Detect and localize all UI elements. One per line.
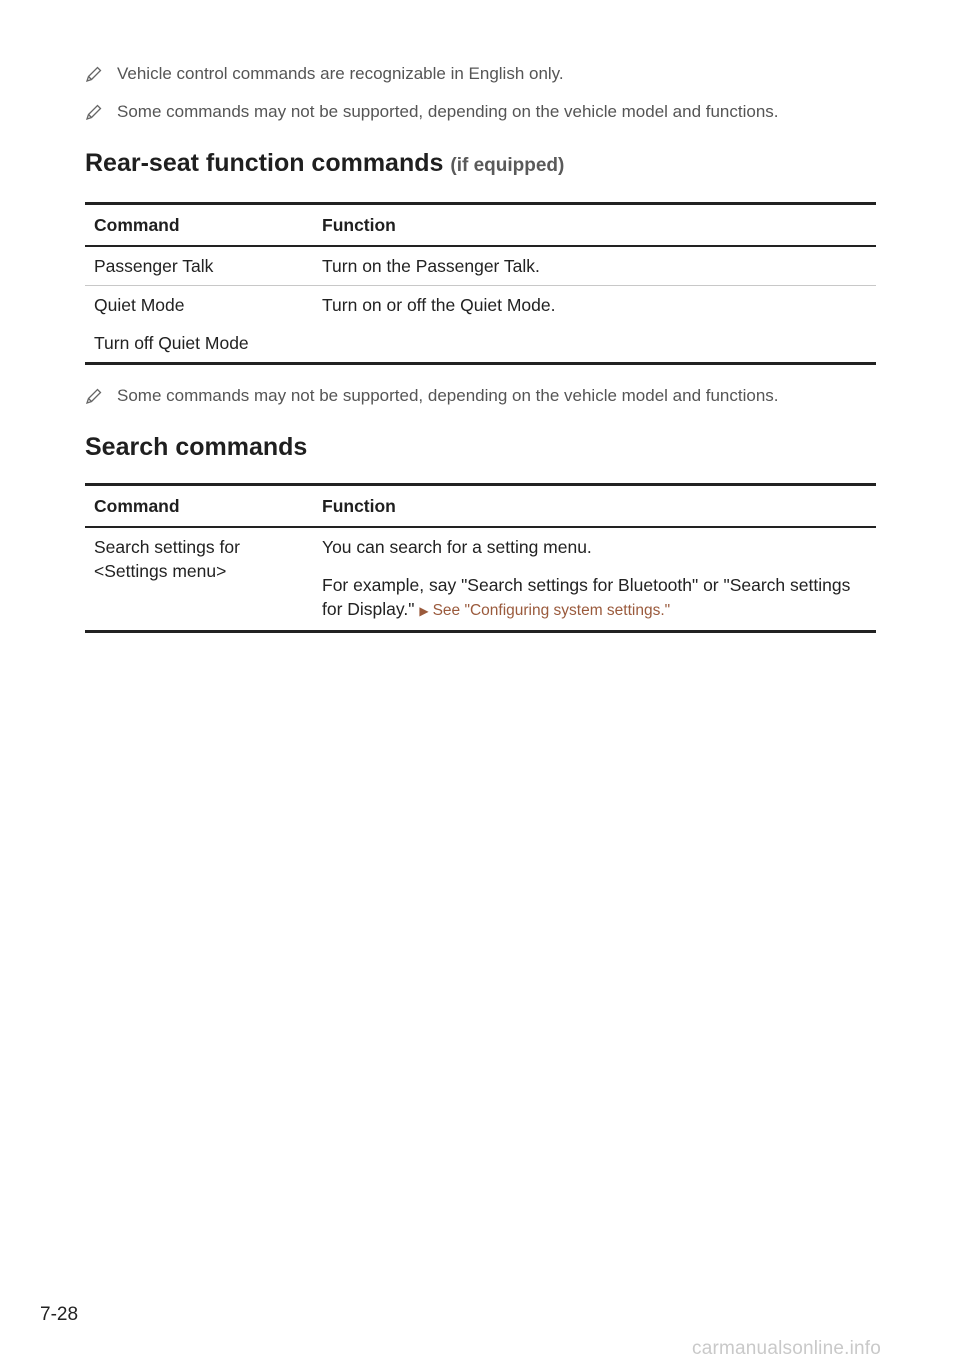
heading-title: Rear-seat function commands (85, 149, 444, 177)
note-text: Vehicle control commands are recognizable in English only. (117, 64, 564, 83)
pencil-icon (85, 103, 103, 121)
rear-seat-commands-table (85, 202, 876, 365)
function-example (322, 573, 867, 623)
function-text: You can search for a setting menu. (322, 537, 592, 557)
table-row (85, 527, 876, 632)
cross-reference-text: See "Configuring system settings." (432, 602, 671, 619)
manual-page (85, 0, 876, 633)
page-number: 7-28 (40, 1304, 79, 1325)
search-commands-table (85, 483, 876, 633)
note-text: Some commands may not be supported, depending on the vehicle model and functions. (117, 386, 779, 405)
column-header-function: Function (313, 204, 876, 247)
table-row (85, 286, 876, 364)
pencil-icon (85, 387, 103, 405)
heading-suffix: (if equipped) (450, 155, 565, 176)
function-text: For example, say "Search settings for Bluetooth" or "Search settings for Display." (322, 575, 851, 619)
table-row (85, 246, 876, 286)
column-header-command: Command (85, 485, 313, 528)
command-cell (85, 527, 313, 632)
search-commands-heading (85, 431, 876, 463)
note-rear-not-supported (85, 385, 876, 407)
pencil-icon (85, 65, 103, 83)
command-text: Turn off Quiet Mode (94, 333, 249, 353)
note-text: Some commands may not be supported, depending on the vehicle model and functions. (117, 102, 779, 121)
watermark: carmanualsonline.info (692, 1338, 882, 1359)
command-text: Quiet Mode (94, 295, 185, 315)
command-cell (85, 246, 313, 286)
rear-seat-heading (85, 147, 876, 182)
table-header-row (85, 204, 876, 247)
function-text: Turn on or off the Quiet Mode. (322, 295, 556, 315)
column-header-command: Command (85, 204, 313, 247)
note-english-only (85, 63, 876, 85)
column-header-function: Function (313, 485, 876, 528)
note-not-supported (85, 101, 876, 123)
triangle-right-icon: ▶ (419, 604, 429, 618)
function-cell (313, 286, 876, 364)
cross-reference-link[interactable] (419, 602, 670, 619)
command-text: Search settings for <Settings menu> (94, 537, 240, 581)
table-header-row (85, 485, 876, 528)
function-cell (313, 246, 876, 286)
heading-title: Search commands (85, 433, 308, 461)
command-text: Passenger Talk (94, 256, 214, 276)
function-text: Turn on the Passenger Talk. (322, 256, 540, 276)
command-cell (85, 286, 313, 364)
function-cell (313, 527, 876, 632)
